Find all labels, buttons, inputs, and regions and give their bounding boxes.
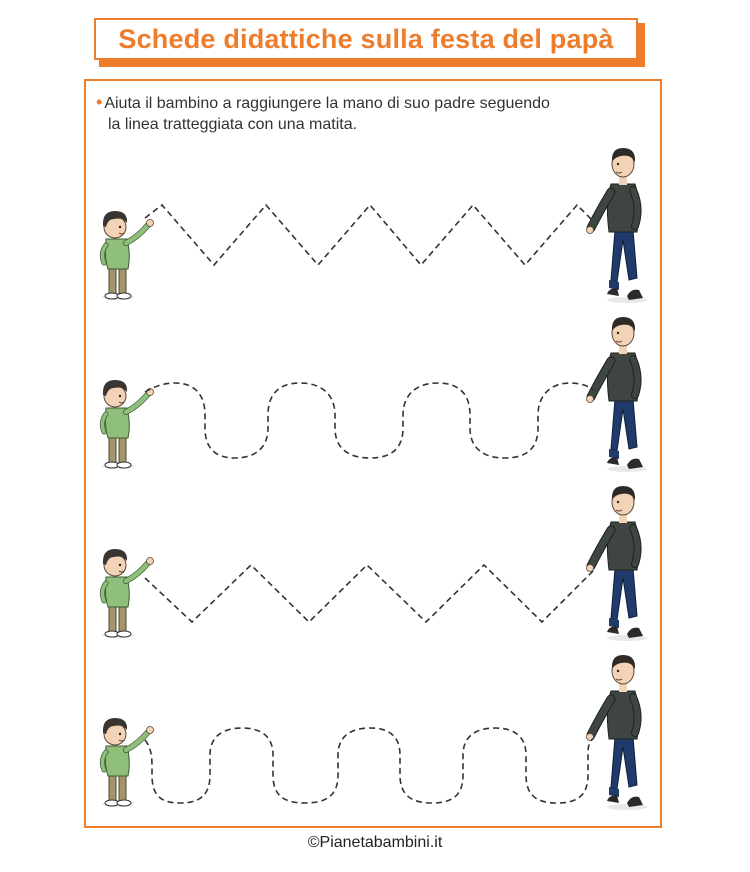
- page-title: Schede didattiche sulla festa del papà: [118, 23, 614, 54]
- instruction-line-1: Aiuta il bambino a raggiungere la mano di suo padre seguendo: [104, 95, 550, 112]
- boy-figure: [102, 718, 154, 807]
- copyright-icon: ©: [307, 834, 320, 851]
- site-name[interactable]: Pianetabambini.it: [319, 834, 443, 851]
- father-figure: [587, 486, 648, 641]
- exercise-row-4: [102, 655, 647, 810]
- instruction-line-2: la linea tratteggiata con una matita.: [108, 116, 358, 133]
- exercise-row-3: [102, 486, 647, 641]
- boy-figure: [102, 549, 154, 638]
- boy-figure: [102, 211, 154, 300]
- father-figure: [587, 317, 648, 472]
- footer-credit: [0, 834, 750, 852]
- exercise-row-2: [102, 317, 647, 472]
- exercise-row-1: [102, 148, 647, 303]
- wave-path[interactable]: [145, 728, 594, 803]
- zigzag-path[interactable]: [145, 205, 594, 265]
- boy-figure: [102, 380, 154, 469]
- father-figure: [587, 148, 648, 303]
- father-figure: [587, 655, 648, 810]
- wave-path[interactable]: [145, 383, 594, 458]
- bullet-icon: •: [96, 92, 103, 112]
- zigzag-path[interactable]: [145, 565, 594, 622]
